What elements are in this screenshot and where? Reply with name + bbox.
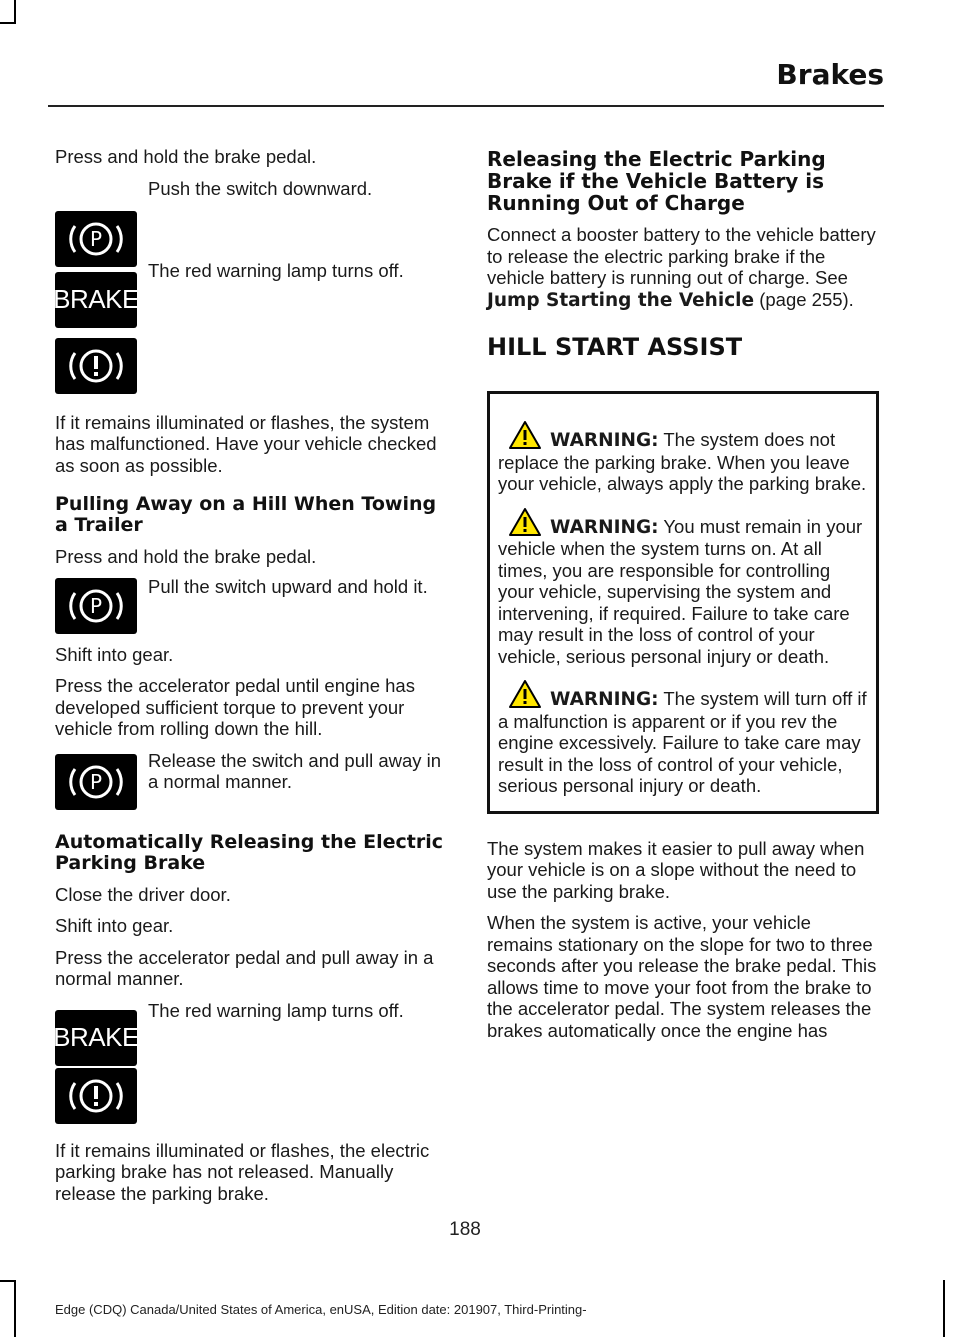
paragraph	[487, 224, 879, 311]
page-title: Brakes	[776, 58, 884, 91]
warning-label: WARNING:	[550, 430, 659, 451]
instruction-text: Release the switch and pull away in a normal manner.	[148, 749, 442, 792]
warning-triangle-icon	[508, 507, 542, 537]
warning-box	[487, 391, 879, 814]
warning-item	[498, 679, 868, 797]
brake-warning-icon	[55, 272, 137, 328]
instruction-row	[55, 750, 447, 808]
paragraph: If it remains illuminated or flashes, the system has malfunctioned. Have your vehicle checked as soon as possible.	[55, 411, 437, 476]
paragraph-text: (page 255).	[754, 288, 854, 310]
warning-item	[498, 420, 868, 495]
warning-text: The system will turn off if a malfunction is apparent or if you rev the engine excessively. Failure to take care may result in the loss of control of your vehicle, serious personal injury or death.	[498, 688, 867, 796]
brake-system-warning-icon	[55, 338, 137, 394]
instruction-row	[55, 177, 447, 251]
icon-holder	[55, 1068, 447, 1126]
paragraph: If it remains illuminated or flashes, the electric parking brake has not released. Manually release the parking brake.	[55, 1139, 430, 1204]
icon-holder	[55, 338, 447, 396]
section-heading: Automatically Releasing the Electric Parking Brake	[55, 830, 443, 874]
brake-warning-icon	[55, 1010, 137, 1066]
instruction-text: The red warning lamp turns off.	[148, 259, 404, 281]
crop-mark	[0, 1280, 16, 1282]
warning-text: You must remain in your vehicle when the system turns on. At all times, you are responsible for controlling your vehicle, supervising the system and intervening, if required. Failure to take care may result in the loss of control of your vehicle, serious personal injury or death.	[498, 515, 863, 667]
right-column	[487, 146, 879, 1051]
crop-mark	[943, 1280, 945, 1337]
section-heading: HILL START ASSIST	[487, 333, 743, 361]
paragraph: Press the accelerator pedal until engine has developed sufficient torque to prevent your vehicle from rolling down the hill.	[55, 675, 415, 739]
instruction-text: The red warning lamp turns off.	[148, 999, 404, 1021]
left-column	[55, 146, 447, 1214]
warning-label: WARNING:	[550, 516, 659, 538]
crop-mark	[0, 22, 16, 24]
paragraph: Shift into gear.	[55, 643, 174, 665]
paragraph: Shift into gear.	[55, 915, 174, 936]
parking-brake-icon	[55, 578, 137, 634]
warning-item	[498, 507, 868, 668]
warning-triangle-icon	[508, 679, 542, 709]
footer-edition: Edge (CDQ) Canada/United States of America, enUSA, Edition date: 201907, Third-Printing-	[55, 1302, 587, 1317]
cross-reference-link[interactable]: Jump Starting the Vehicle	[487, 289, 755, 311]
section-heading: Pulling Away on a Hill When Towing a Trailer	[55, 493, 437, 536]
paragraph: Press and hold the brake pedal.	[55, 546, 317, 567]
svg-text:P: P	[89, 226, 103, 251]
parking-brake-icon	[55, 754, 137, 810]
warning-label: WARNING:	[550, 689, 659, 710]
brake-label: BRAKE	[53, 1022, 139, 1052]
paragraph: When the system is active, your vehicle remains stationary on the slope for two to three seconds after you release the brake pedal. This allows time to move your foot from the brake to the accelerator pedal. The system releases the brakes automatically once the engine has	[487, 912, 877, 1041]
instruction-text: Pull the switch upward and hold it.	[148, 575, 428, 597]
svg-text:P: P	[89, 593, 103, 618]
crop-mark	[14, 0, 16, 22]
warning-text: The system does not replace the parking brake. When you leave your vehicle, always apply the parking brake.	[498, 429, 867, 494]
paragraph: Close the driver door.	[55, 883, 231, 905]
page-number: 188	[449, 1219, 481, 1240]
crop-mark	[14, 1280, 16, 1337]
brake-label: BRAKE	[53, 284, 139, 314]
paragraph: Press the accelerator pedal and pull away in a normal manner.	[55, 946, 434, 989]
paragraph: Press and hold the brake pedal.	[55, 146, 317, 167]
instruction-row	[55, 260, 447, 318]
paragraph-text: Connect a booster battery to the vehicle battery to release the electric parking brake if the vehicle battery is running out of charge. See	[487, 224, 876, 288]
instruction-row	[55, 576, 447, 634]
svg-text:P: P	[89, 769, 103, 794]
instruction-text: Push the switch downward.	[148, 177, 373, 199]
instruction-row	[55, 1000, 447, 1058]
section-heading: Releasing the Electric Parking Brake if the Vehicle Battery is Running Out of Charge	[487, 147, 826, 215]
header-divider	[48, 105, 884, 107]
warning-triangle-icon	[508, 420, 542, 450]
brake-system-warning-icon	[55, 1068, 137, 1124]
paragraph: The system makes it easier to pull away when your vehicle is on a slope without the need to use the parking brake.	[487, 837, 865, 902]
parking-brake-icon	[55, 211, 137, 267]
